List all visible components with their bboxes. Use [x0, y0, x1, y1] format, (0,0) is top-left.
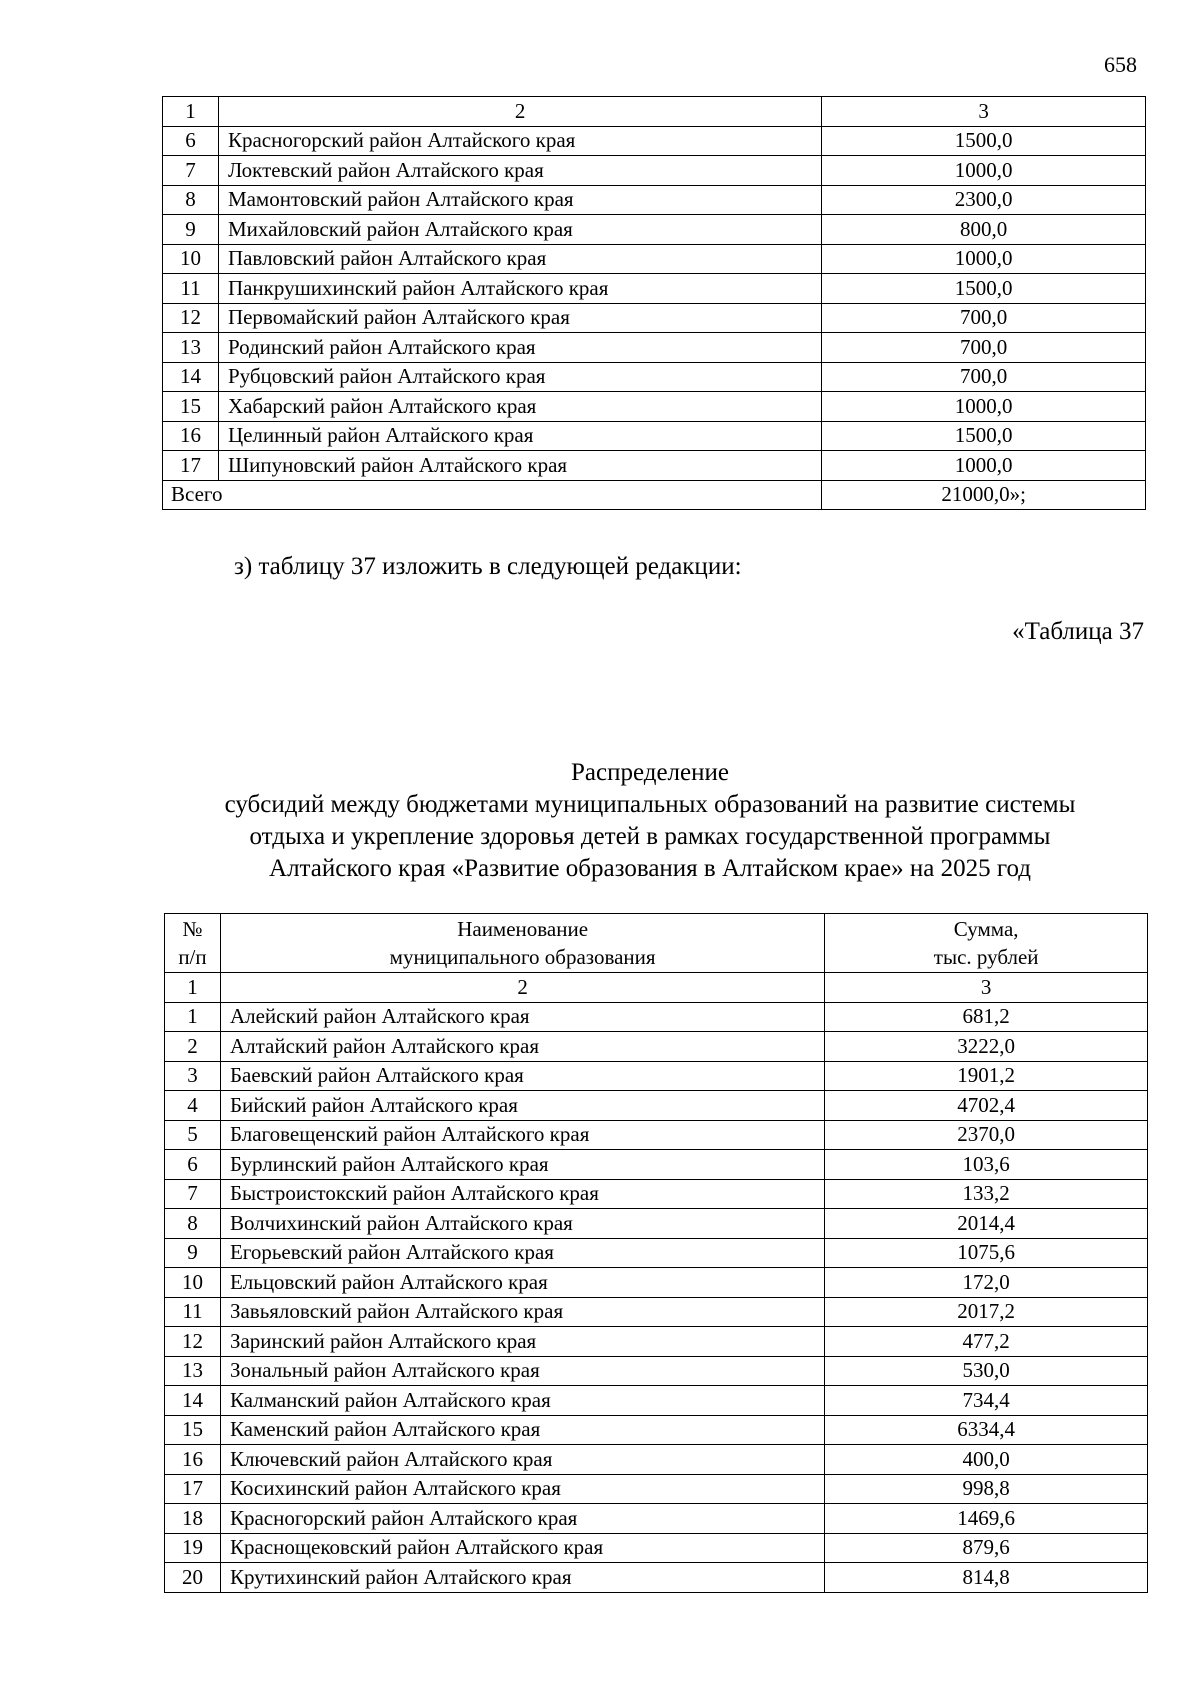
amount-cell: 103,6 [825, 1150, 1148, 1180]
amount-cell: 1000,0 [822, 451, 1146, 481]
amount-cell: 477,2 [825, 1327, 1148, 1357]
total-label: Всего [163, 480, 822, 510]
amount-cell: 1000,0 [822, 392, 1146, 422]
municipality-name-cell: Бийский район Алтайского края [220, 1091, 824, 1121]
row-number-cell: 8 [165, 1209, 221, 1239]
row-number-cell: 13 [165, 1356, 221, 1386]
table-body [163, 97, 1146, 510]
table-row [165, 1209, 1148, 1239]
amendment-instruction: з) таблицу 37 изложить в следующей редакции: [234, 553, 742, 580]
row-number-cell: 10 [165, 1268, 221, 1298]
row-number-cell: 11 [165, 1297, 221, 1327]
table-row [163, 185, 1146, 215]
column-number: 1 [163, 97, 219, 127]
table-row [165, 1179, 1148, 1209]
amount-cell: 1000,0 [822, 244, 1146, 274]
table-row [165, 1061, 1148, 1091]
municipality-name-cell: Косихинский район Алтайского края [220, 1474, 824, 1504]
row-number-cell: 12 [163, 303, 219, 333]
municipality-name-cell: Алейский район Алтайского края [220, 1002, 824, 1032]
municipality-name-cell: Красногорский район Алтайского края [220, 1504, 824, 1534]
table-label: «Таблица 37 [1012, 618, 1144, 645]
table-body [165, 914, 1148, 1593]
row-number-cell: 10 [163, 244, 219, 274]
row-number-cell: 6 [165, 1150, 221, 1180]
row-number-cell: 11 [163, 274, 219, 304]
header-cell-number [165, 914, 221, 973]
row-number-cell: 15 [165, 1415, 221, 1445]
table-row [163, 274, 1146, 304]
header-cell-name [220, 914, 824, 973]
municipality-name-cell: Крутихинский район Алтайского края [220, 1563, 824, 1593]
row-number-cell: 6 [163, 126, 219, 156]
municipality-name-cell: Целинный район Алтайского края [218, 421, 821, 451]
municipality-name-cell: Ельцовский район Алтайского края [220, 1268, 824, 1298]
amount-cell: 1901,2 [825, 1061, 1148, 1091]
municipality-name-cell: Заринский район Алтайского края [220, 1327, 824, 1357]
municipality-name-cell: Калманский район Алтайского края [220, 1386, 824, 1416]
amount-cell: 681,2 [825, 1002, 1148, 1032]
row-number-cell: 8 [163, 185, 219, 215]
table-row [165, 1268, 1148, 1298]
row-number-cell: 9 [163, 215, 219, 245]
total-row [163, 480, 1146, 510]
row-number-cell: 1 [165, 1002, 221, 1032]
row-number-cell: 17 [163, 451, 219, 481]
municipality-name-cell: Завьяловский район Алтайского края [220, 1297, 824, 1327]
table-row [163, 333, 1146, 363]
amount-cell: 1500,0 [822, 421, 1146, 451]
table-row [163, 303, 1146, 333]
amount-cell: 700,0 [822, 362, 1146, 392]
table-heading [150, 757, 1150, 885]
amount-cell: 1500,0 [822, 274, 1146, 304]
table-row [163, 362, 1146, 392]
municipality-name-cell: Краснощековский район Алтайского края [220, 1533, 824, 1563]
header-row [165, 914, 1148, 973]
municipality-name-cell: Бурлинский район Алтайского края [220, 1150, 824, 1180]
table-row [165, 1297, 1148, 1327]
heading-line: Распределение [571, 759, 729, 786]
header-text: тыс. рублей [933, 945, 1039, 969]
table-row [165, 1120, 1148, 1150]
table-row [165, 1533, 1148, 1563]
amount-cell: 879,6 [825, 1533, 1148, 1563]
amount-cell: 734,4 [825, 1386, 1148, 1416]
row-number-cell: 17 [165, 1474, 221, 1504]
table-row [165, 1327, 1148, 1357]
table-row [163, 392, 1146, 422]
table-row [165, 1504, 1148, 1534]
amount-cell: 700,0 [822, 303, 1146, 333]
row-number-cell: 5 [165, 1120, 221, 1150]
amount-cell: 2017,2 [825, 1297, 1148, 1327]
table-row [163, 451, 1146, 481]
column-number: 1 [165, 973, 221, 1003]
amount-cell: 3222,0 [825, 1032, 1148, 1062]
row-number-cell: 16 [165, 1445, 221, 1475]
amount-cell: 6334,4 [825, 1415, 1148, 1445]
row-number-cell: 7 [165, 1179, 221, 1209]
table-row [165, 1002, 1148, 1032]
municipality-name-cell: Каменский район Алтайского края [220, 1415, 824, 1445]
table-row [163, 215, 1146, 245]
amount-cell: 1500,0 [822, 126, 1146, 156]
amount-cell: 400,0 [825, 1445, 1148, 1475]
table-row [165, 1474, 1148, 1504]
municipality-name-cell: Зональный район Алтайского края [220, 1356, 824, 1386]
municipality-name-cell: Красногорский район Алтайского края [218, 126, 821, 156]
municipality-name-cell: Ключевский район Алтайского края [220, 1445, 824, 1475]
subsidy-table-37 [164, 913, 1148, 1593]
row-number-cell: 9 [165, 1238, 221, 1268]
amount-cell: 800,0 [822, 215, 1146, 245]
municipality-name-cell: Егорьевский район Алтайского края [220, 1238, 824, 1268]
table-row [163, 156, 1146, 186]
amount-cell: 2300,0 [822, 185, 1146, 215]
amount-cell: 1075,6 [825, 1238, 1148, 1268]
row-number-cell: 14 [163, 362, 219, 392]
subsidy-table-continued [162, 96, 1146, 510]
amount-cell: 700,0 [822, 333, 1146, 363]
municipality-name-cell: Быстроистокский район Алтайского края [220, 1179, 824, 1209]
table-row [165, 1356, 1148, 1386]
row-number-cell: 15 [163, 392, 219, 422]
table-row [165, 1415, 1148, 1445]
municipality-name-cell: Алтайский район Алтайского края [220, 1032, 824, 1062]
municipality-name-cell: Благовещенский район Алтайского края [220, 1120, 824, 1150]
row-number-cell: 20 [165, 1563, 221, 1593]
row-number-cell: 4 [165, 1091, 221, 1121]
heading-line: Алтайского края «Развитие образования в Алтайском крае» на 2025 год [269, 855, 1031, 882]
column-number: 2 [220, 973, 824, 1003]
municipality-name-cell: Первомайский район Алтайского края [218, 303, 821, 333]
municipality-name-cell: Шипуновский район Алтайского края [218, 451, 821, 481]
table-row [165, 1238, 1148, 1268]
municipality-name-cell: Родинский район Алтайского края [218, 333, 821, 363]
municipality-name-cell: Локтевский район Алтайского края [218, 156, 821, 186]
amount-cell: 1469,6 [825, 1504, 1148, 1534]
row-number-cell: 2 [165, 1032, 221, 1062]
table-row [163, 126, 1146, 156]
row-number-cell: 19 [165, 1533, 221, 1563]
municipality-name-cell: Баевский район Алтайского края [220, 1061, 824, 1091]
amount-cell: 4702,4 [825, 1091, 1148, 1121]
header-text: Наименование [457, 916, 589, 941]
row-number-cell: 16 [163, 421, 219, 451]
column-number-row [165, 973, 1148, 1003]
amount-cell: 998,8 [825, 1474, 1148, 1504]
municipality-name-cell: Михайловский район Алтайского края [218, 215, 821, 245]
amount-cell: 2014,4 [825, 1209, 1148, 1239]
table-row [165, 1563, 1148, 1593]
table-row [165, 1150, 1148, 1180]
header-cell-sum [825, 914, 1148, 973]
table-row [165, 1386, 1148, 1416]
column-number: 2 [218, 97, 821, 127]
amount-cell: 530,0 [825, 1356, 1148, 1386]
municipality-name-cell: Волчихинский район Алтайского края [220, 1209, 824, 1239]
row-number-cell: 18 [165, 1504, 221, 1534]
heading-line: отдыха и укрепление здоровья детей в рамках государственной программы [249, 823, 1051, 850]
row-number-cell: 7 [163, 156, 219, 186]
column-number-row [163, 97, 1146, 127]
municipality-name-cell: Павловский район Алтайского края [218, 244, 821, 274]
municipality-name-cell: Хабарский район Алтайского края [218, 392, 821, 422]
amount-cell: 172,0 [825, 1268, 1148, 1298]
amount-cell: 1000,0 [822, 156, 1146, 186]
municipality-name-cell: Рубцовский район Алтайского края [218, 362, 821, 392]
table-row [163, 421, 1146, 451]
table-row [165, 1032, 1148, 1062]
amount-cell: 2370,0 [825, 1120, 1148, 1150]
header-text: Сумма, [953, 916, 1019, 941]
amount-cell: 133,2 [825, 1179, 1148, 1209]
amount-cell: 814,8 [825, 1563, 1148, 1593]
column-number: 3 [822, 97, 1146, 127]
column-number: 3 [825, 973, 1148, 1003]
municipality-name-cell: Панкрушихинский район Алтайского края [218, 274, 821, 304]
table-row [165, 1091, 1148, 1121]
row-number-cell: 12 [165, 1327, 221, 1357]
table-row [163, 244, 1146, 274]
row-number-cell: 14 [165, 1386, 221, 1416]
header-text: п/п [178, 945, 207, 969]
total-value: 21000,0»; [822, 480, 1146, 510]
row-number-cell: 3 [165, 1061, 221, 1091]
municipality-name-cell: Мамонтовский район Алтайского края [218, 185, 821, 215]
row-number-cell: 13 [163, 333, 219, 363]
page-number: 658 [1104, 52, 1137, 77]
table-row [165, 1445, 1148, 1475]
header-text: муниципального образования [389, 945, 656, 969]
header-text: № [182, 916, 203, 941]
heading-line: субсидий между бюджетами муниципальных образований на развитие системы [224, 791, 1076, 818]
